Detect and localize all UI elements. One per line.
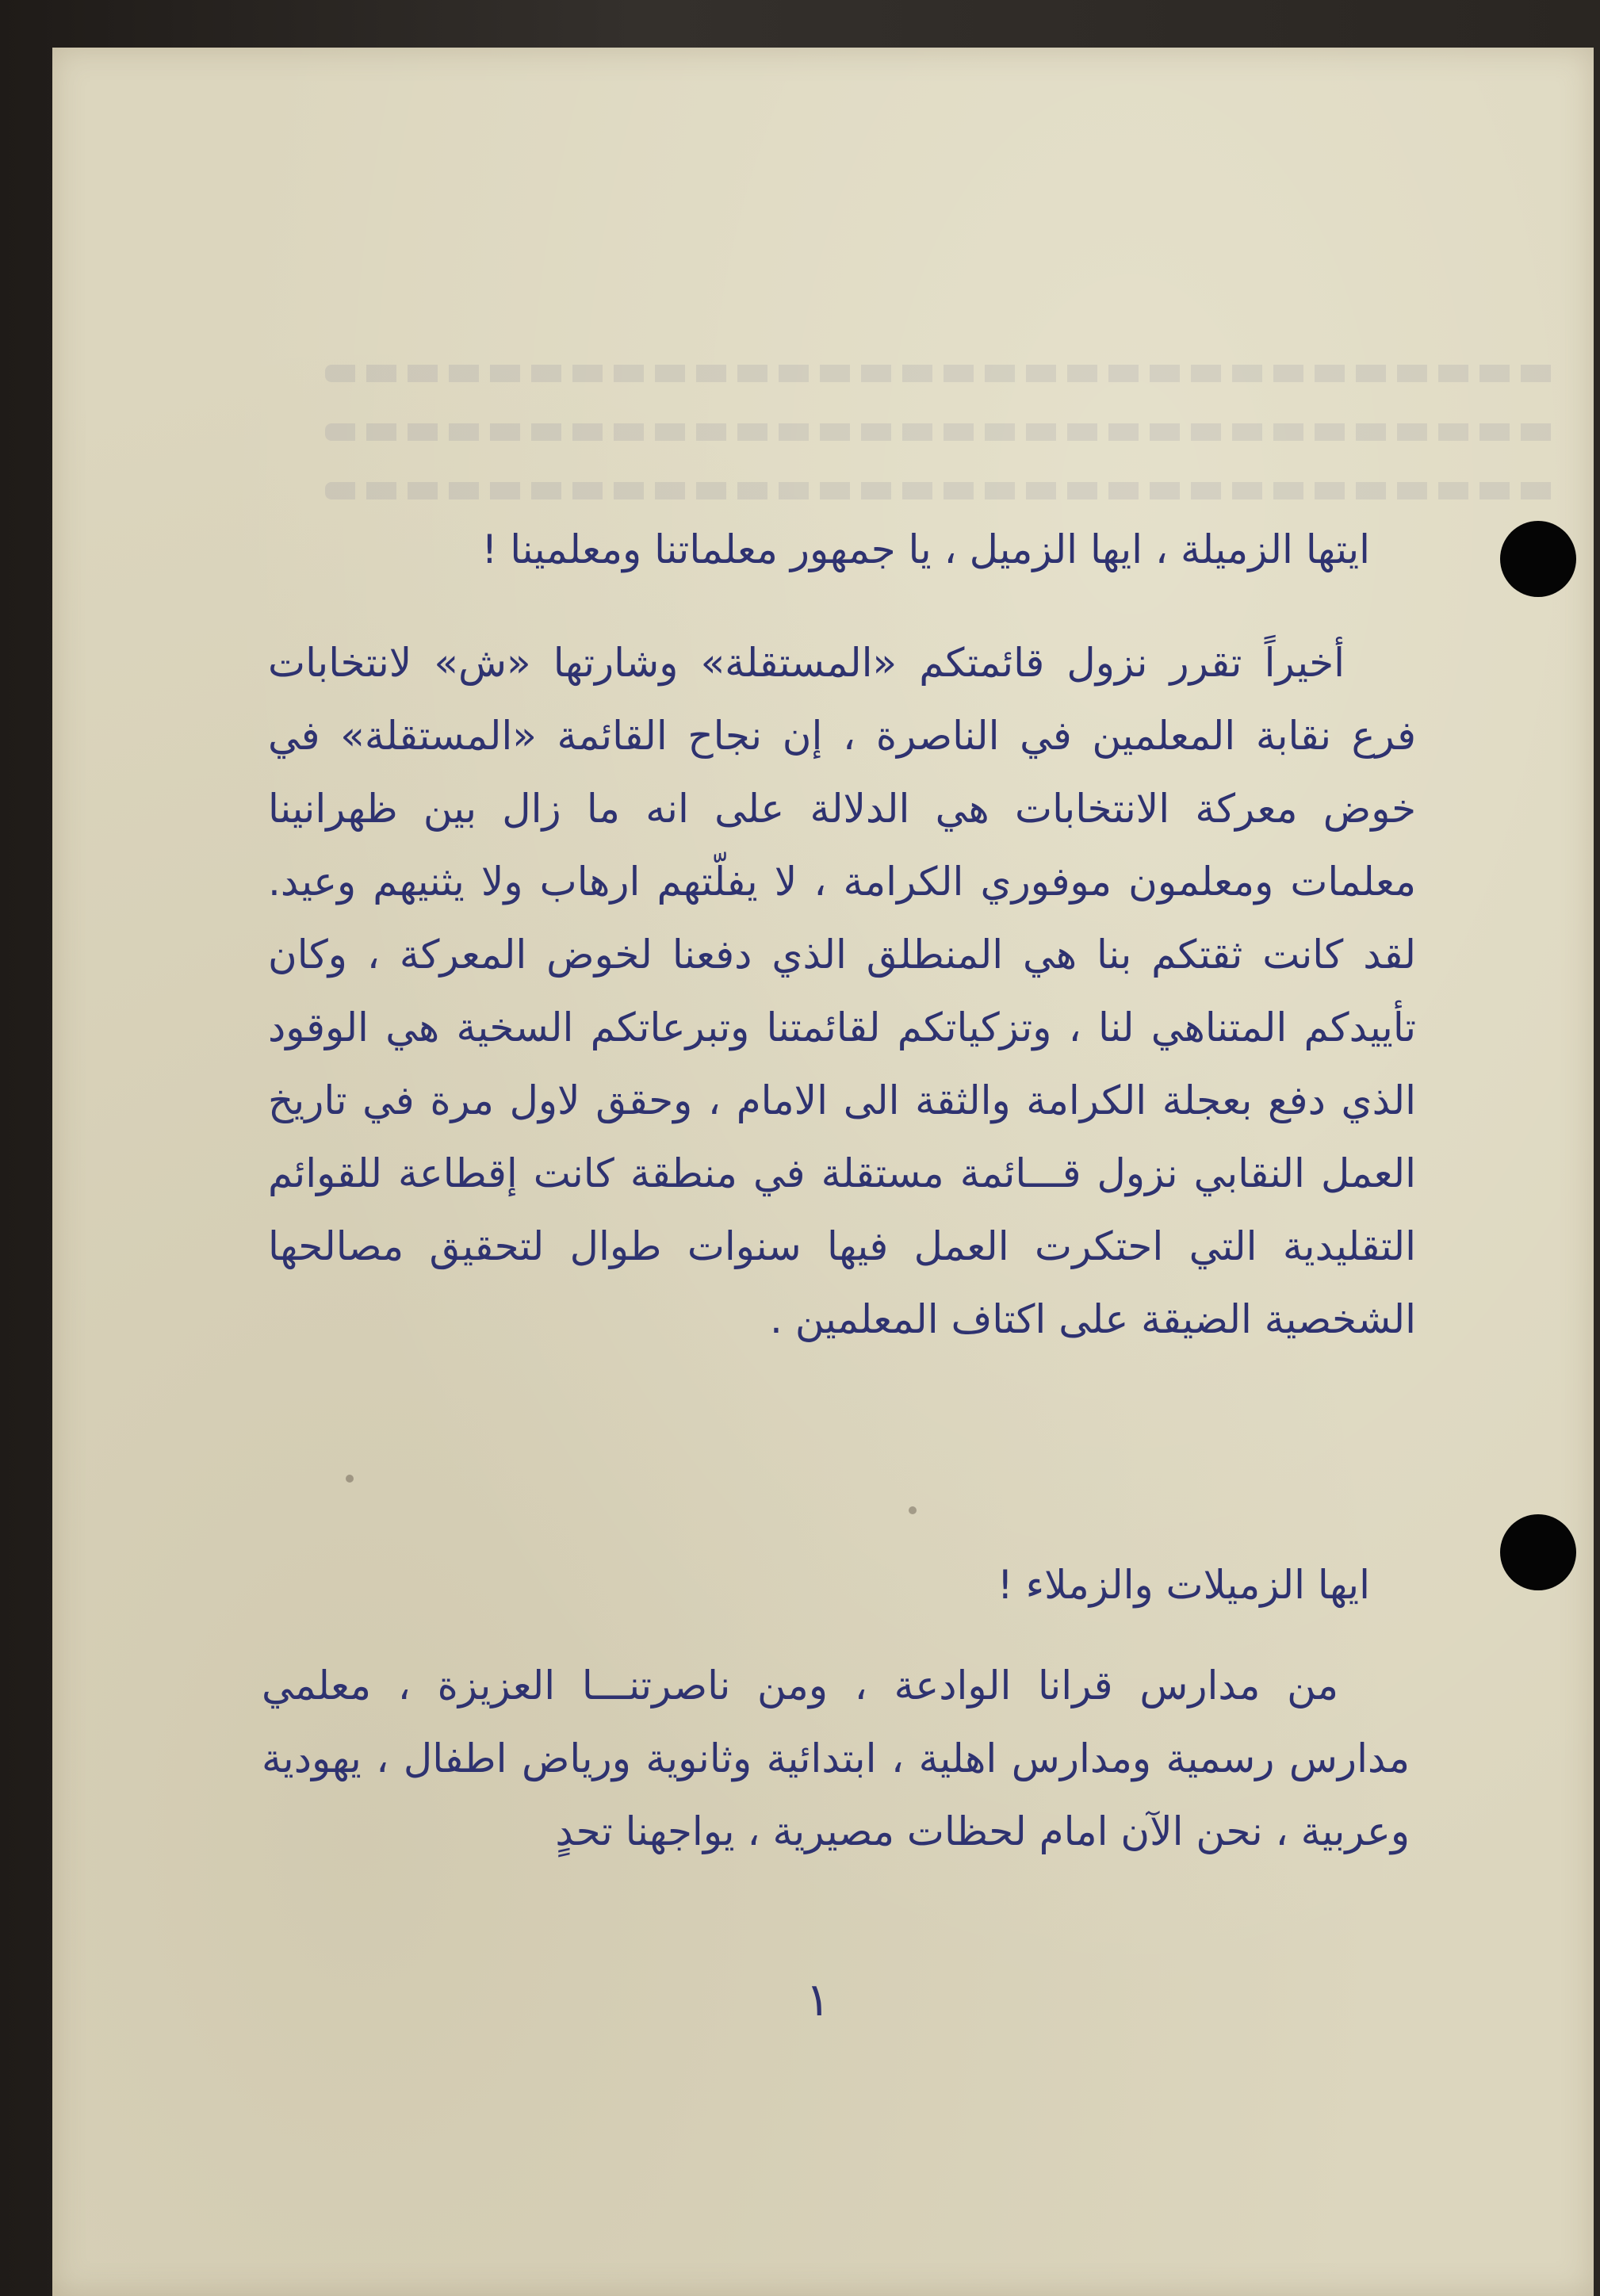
- salutation-colleagues-2: ايها الزميلات والزملاء !: [997, 1562, 1370, 1608]
- punch-hole: [1500, 521, 1576, 597]
- salutation-colleagues: ايتها الزميلة ، ايها الزميل ، يا جمهور معلماتنا ومعلمينا !: [481, 526, 1370, 572]
- paper-speck: [909, 1506, 917, 1514]
- paragraph-appeal: من مدارس قرانا الوادعة ، ومن ناصرتنـــا العزيزة ، معلمي مدارس رسمية ومدارس اهلية ، ابتدائية وثانوية ورياض اطفال ، يهودية وعربية ، نحن الآن امام لحظات مصيرية ، يواجهنا تحدٍ: [262, 1663, 1410, 1854]
- paragraph-announcement: أخيراً تقرر نزول قائمتكم «المستقلة» وشارتها «ش» لانتخابات فرع نقابة المعلمين في الناصرة ، إن نجاح القائمة «المستقلة» في خوض معركة الانتخابات هي الدلالة على انه ما زال بين ظهرانينا معلمات ومعلمون موفوري الكرامة ، لا يفلّتهم ارهاب ولا يثنيهم وعيد. لقد كانت ثقتكم بنا هي المنطلق الذي دفعنا لخوض المعركة ، وكان تأييدكم المتناهي لنا ، وتزكياتكم لقائمتنا وتبرعاتكم السخية هي الوقود الذي دفع بعجلة الكرامة والثقة الى الامام ، وحقق لاول مرة في تاريخ العمل النقابي نزول قـــائمة مستقلة في منطقة كانت إقطاعة للقوائم التقليدية التي احتكرت العمل فيها سنوات طوال لتحقيق مصالحها الشخصية الضيقة على اكتاف المعلمين .: [268, 640, 1416, 1342]
- punch-hole: [1500, 1514, 1576, 1590]
- paper-speck: [346, 1475, 354, 1483]
- page-number: ١: [806, 1973, 831, 2026]
